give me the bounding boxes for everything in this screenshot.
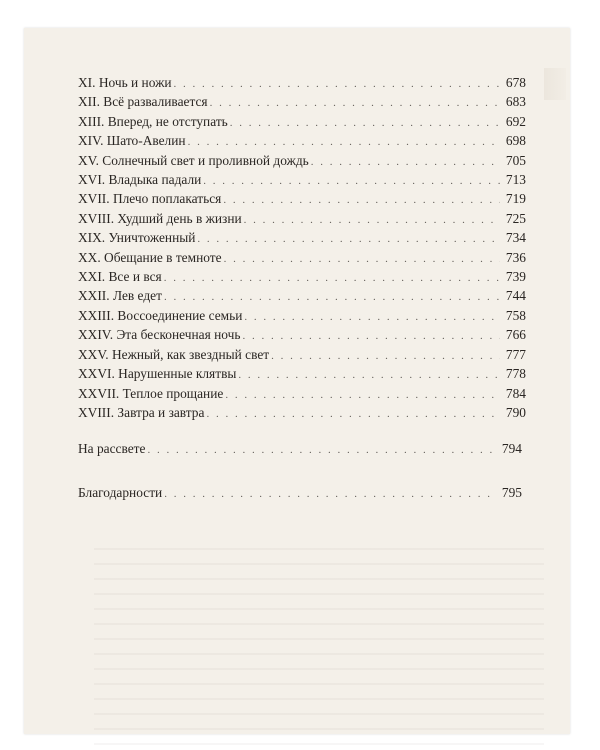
toc-section-acknowledgements — [78, 484, 522, 503]
dot-leader — [203, 173, 500, 190]
toc-entry-title: XIV. Шато-Авелин — [78, 133, 186, 149]
dot-leader — [225, 387, 500, 404]
dot-leader — [244, 309, 500, 326]
toc-entry-title: XIII. Вперед, не отступать — [78, 113, 228, 129]
toc-entry-title: XV. Солнечный свет и проливной дождь — [78, 152, 309, 168]
toc-entry-page: 692 — [505, 113, 526, 129]
toc-entry — [78, 346, 526, 365]
dot-leader — [164, 289, 500, 306]
toc-entry-title: XXII. Лев едет — [78, 288, 162, 304]
toc-entry-title: XII. Всё разваливается — [78, 94, 208, 110]
toc-entry — [78, 404, 526, 423]
toc-entry-page: 678 — [505, 75, 526, 90]
toc-section-page: 794 — [501, 441, 522, 456]
bleed-through-text — [94, 548, 544, 748]
dot-leader — [188, 134, 500, 151]
toc-entry-page: 744 — [505, 288, 526, 304]
toc-section-dawn — [78, 440, 522, 459]
toc-entry-page: 790 — [505, 404, 526, 420]
toc-entry-page: 719 — [505, 191, 526, 207]
toc-entry — [78, 152, 526, 171]
toc-entry — [78, 287, 526, 306]
toc-entry-page: 734 — [505, 230, 526, 246]
dot-leader — [164, 270, 500, 287]
toc-entry-title: XXV. Нежный, как звездный свет — [78, 346, 270, 362]
toc-section-page: 795 — [501, 485, 522, 500]
toc-entry-page: 736 — [505, 249, 526, 265]
toc-entry-title: XX. Обещание в темноте — [78, 249, 222, 265]
toc-entry — [78, 190, 526, 209]
toc-entry-title: XXIV. Эта бесконечная ночь — [78, 327, 241, 343]
dot-leader — [164, 486, 496, 503]
dot-leader — [210, 95, 500, 112]
toc-entry-page: 683 — [505, 94, 526, 110]
toc-entry-page: 766 — [505, 327, 526, 343]
toc-entry-page: 739 — [505, 269, 526, 285]
toc-entry — [78, 326, 526, 345]
toc-section-title: Благодарности — [78, 485, 163, 500]
toc-entry — [78, 210, 526, 229]
dot-leader — [223, 192, 500, 209]
toc-entry — [78, 113, 526, 132]
toc-entry-page: 713 — [505, 172, 526, 188]
dot-leader — [174, 76, 501, 93]
toc-entry-page: 698 — [505, 133, 526, 149]
toc-entry-title: XXIII. Воссоединение семьи — [78, 307, 243, 323]
dot-leader — [206, 406, 500, 423]
toc-entry-title: XVII. Плечо поплакаться — [78, 191, 222, 207]
toc-entry-page: 725 — [505, 210, 526, 226]
toc-entry-title: XXI. Все и вся — [78, 269, 162, 285]
dot-leader — [224, 251, 500, 268]
dot-leader — [147, 442, 496, 459]
toc-entry — [78, 307, 526, 326]
toc-entry — [78, 365, 526, 384]
toc-entry — [78, 249, 526, 268]
dot-leader — [238, 367, 500, 384]
toc-entry-page: 758 — [505, 307, 526, 323]
toc-entry — [78, 93, 526, 112]
toc-entry-title: XXVI. Нарушенные клятвы — [78, 366, 237, 382]
toc-entry — [78, 268, 526, 287]
toc-entry — [78, 229, 526, 248]
toc-entry-page: 784 — [505, 385, 526, 401]
toc-entry — [78, 385, 526, 404]
toc-entry-title: XIX. Уничтоженный — [78, 230, 196, 246]
toc-section-title: На рассвете — [78, 441, 146, 456]
dot-leader — [311, 154, 500, 171]
dot-leader — [271, 348, 500, 365]
toc-entry-title: XVIII. Завтра и завтра — [78, 404, 205, 420]
toc-entry — [78, 74, 526, 93]
toc-entry — [78, 132, 526, 151]
toc-entry-title: XVI. Владыка падали — [78, 172, 202, 188]
page-edge-mark — [544, 68, 566, 100]
toc-entry-title: XI. Ночь и ножи — [78, 75, 172, 90]
toc-entry-page: 778 — [505, 366, 526, 382]
toc-entry — [78, 171, 526, 190]
dot-leader — [197, 231, 500, 248]
toc-entry-page: 705 — [505, 152, 526, 168]
toc-entry-title: XVIII. Худший день в жизни — [78, 210, 242, 226]
dot-leader — [230, 115, 500, 132]
dot-leader — [244, 212, 500, 229]
toc-entry-title: XXVII. Теплое прощание — [78, 385, 224, 401]
dot-leader — [242, 328, 500, 345]
table-of-contents — [78, 74, 526, 423]
toc-entry-page: 777 — [505, 346, 526, 362]
